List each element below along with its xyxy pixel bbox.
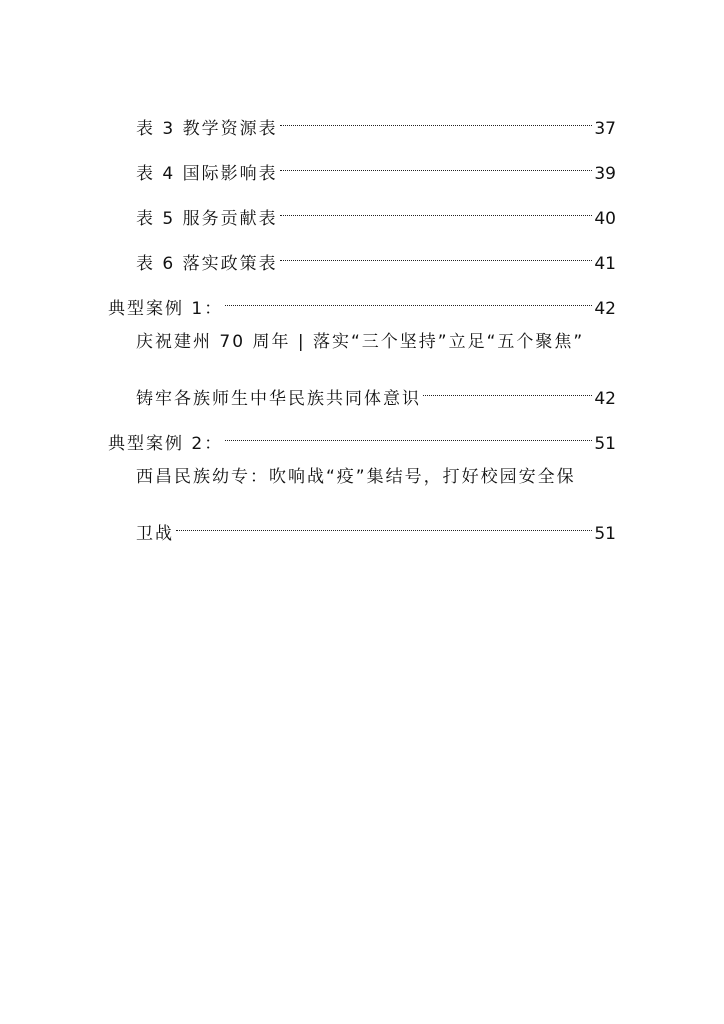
toc-page-number: 42 xyxy=(594,299,616,319)
toc-entry-table-5[interactable] xyxy=(108,190,616,235)
toc-page-number: 40 xyxy=(594,209,616,229)
toc-page-number: 51 xyxy=(594,434,616,454)
toc-entry-label: 表 5 服务贡献表 xyxy=(136,209,278,229)
toc-entry-label: 铸牢各族师生中华民族共同体意识 xyxy=(136,389,421,409)
toc-page-number: 39 xyxy=(594,164,616,184)
dot-leader xyxy=(280,190,593,224)
toc-entry-label: 表 6 落实政策表 xyxy=(136,254,278,274)
toc-entry-label: 典型案例 2： xyxy=(108,434,224,454)
dot-leader xyxy=(280,145,593,179)
toc-entry-table-4[interactable] xyxy=(108,145,616,190)
toc-entry-case-1[interactable] xyxy=(108,280,616,325)
toc-entry-case-2[interactable] xyxy=(108,415,616,460)
dot-leader xyxy=(280,235,593,269)
toc-entry-table-3[interactable] xyxy=(108,100,616,145)
toc-page-number: 37 xyxy=(594,119,616,139)
toc-entry-label: 庆祝建州 70 周年 | 落实“三个坚持”立足“五个聚焦” xyxy=(136,332,585,352)
dot-leader xyxy=(280,100,593,134)
dot-leader xyxy=(423,370,592,404)
toc-entry-case-1-title-line-1[interactable] xyxy=(108,325,616,370)
toc-page-number: 51 xyxy=(594,524,616,544)
toc-entry-label: 表 4 国际影响表 xyxy=(136,164,278,184)
toc-entry-label: 卫战 xyxy=(136,524,174,544)
toc-page-number: 42 xyxy=(594,389,616,409)
dot-leader xyxy=(225,280,592,314)
dot-leader xyxy=(176,505,592,539)
toc-entry-label: 西昌民族幼专：吹响战“疫”集结号，打好校园安全保 xyxy=(136,467,576,487)
toc-entry-case-1-title-line-2[interactable] xyxy=(108,370,616,415)
toc-entry-table-6[interactable] xyxy=(108,235,616,280)
dot-leader xyxy=(225,415,592,449)
table-of-contents xyxy=(108,100,616,550)
toc-entry-case-2-title-line-1[interactable] xyxy=(108,460,616,505)
toc-entry-label: 典型案例 1： xyxy=(108,299,224,319)
toc-page-number: 41 xyxy=(594,254,616,274)
toc-entry-label: 表 3 教学资源表 xyxy=(136,119,278,139)
toc-entry-case-2-title-line-2[interactable] xyxy=(108,505,616,550)
